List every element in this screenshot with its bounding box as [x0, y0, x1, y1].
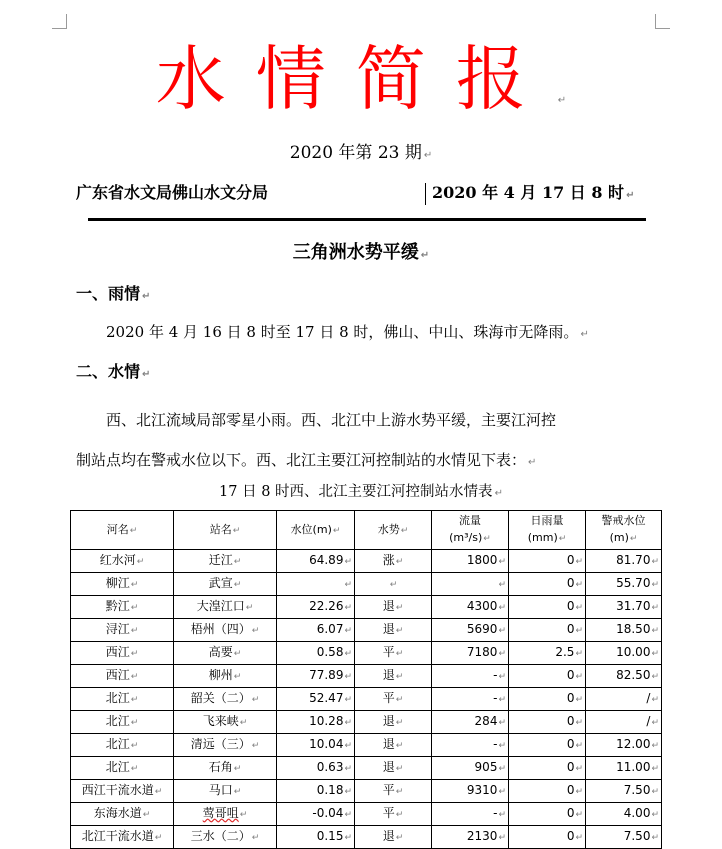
cell-trend: 涨↵	[355, 550, 432, 573]
cell-water-level: 0.18↵	[277, 780, 355, 803]
header-station: 站名↵	[174, 511, 277, 550]
cell-station: 迁江↵	[174, 550, 277, 573]
cell-flow: -↵	[432, 665, 509, 688]
cell-station: 马口↵	[174, 780, 277, 803]
cell-daily-rain: 0↵	[509, 596, 586, 619]
cell-river: 东海水道↵	[71, 803, 174, 826]
table-row	[71, 780, 662, 803]
cell-station: 高要↵	[174, 642, 277, 665]
cell-trend: 平↵	[355, 803, 432, 826]
cell-daily-rain: 0↵	[509, 688, 586, 711]
cell-daily-rain: 0↵	[509, 826, 586, 849]
cell-daily-rain: 0↵	[509, 573, 586, 596]
cell-daily-rain: 0↵	[509, 665, 586, 688]
cell-water-level: 64.89↵	[277, 550, 355, 573]
cell-warning-level: 10.00↵	[586, 642, 662, 665]
cell-river: 北江↵	[71, 757, 174, 780]
cell-daily-rain: 0↵	[509, 550, 586, 573]
cell-trend: 退↵	[355, 596, 432, 619]
cell-river: 浔江↵	[71, 619, 174, 642]
cell-daily-rain: 0↵	[509, 757, 586, 780]
cell-river: 柳江↵	[71, 573, 174, 596]
cell-station: 莺哥咀↵	[174, 803, 277, 826]
cell-trend: ↵	[355, 573, 432, 596]
cell-trend: 退↵	[355, 734, 432, 757]
cell-flow: 905↵	[432, 757, 509, 780]
cell-station: 柳州↵	[174, 665, 277, 688]
cell-flow: 1800↵	[432, 550, 509, 573]
cell-water-level: 52.47↵	[277, 688, 355, 711]
cell-warning-level: 81.70↵	[586, 550, 662, 573]
header-level: 水位(m)↵	[277, 511, 355, 550]
cell-warning-level: 4.00↵	[586, 803, 662, 826]
cell-river: 西江↵	[71, 642, 174, 665]
cell-flow: 7180↵	[432, 642, 509, 665]
cell-station: 飞来峡↵	[174, 711, 277, 734]
table-row	[71, 711, 662, 734]
cell-warning-level: 11.00↵	[586, 757, 662, 780]
cell-flow: 5690↵	[432, 619, 509, 642]
header-trend: 水势↵	[355, 511, 432, 550]
cell-station: 韶关（二）↵	[174, 688, 277, 711]
cell-warning-level: 7.50↵	[586, 826, 662, 849]
header-rain: 日雨量 (mm)↵	[509, 511, 586, 550]
cell-daily-rain: 0↵	[509, 734, 586, 757]
cell-water-level: 6.07↵	[277, 619, 355, 642]
table-row	[71, 596, 662, 619]
cell-flow: -↵	[432, 803, 509, 826]
cell-water-level: ↵	[277, 573, 355, 596]
cell-trend: 退↵	[355, 711, 432, 734]
rain-heading: 一、雨情 ↵	[76, 284, 151, 303]
cell-daily-rain: 0↵	[509, 619, 586, 642]
cell-station: 武宣↵	[174, 573, 277, 596]
table-row	[71, 734, 662, 757]
agency-date-row	[76, 180, 652, 206]
cell-warning-level: 7.50↵	[586, 780, 662, 803]
agency-name: 广东省水文局佛山水文分局	[76, 183, 269, 202]
page-corner-mark-left	[52, 14, 67, 29]
cell-water-level: 10.28↵	[277, 711, 355, 734]
header-rule	[88, 218, 646, 221]
cell-flow: 9310↵	[432, 780, 509, 803]
cell-trend: 平↵	[355, 642, 432, 665]
cell-station: 三水（二）↵	[174, 826, 277, 849]
water-status-table	[70, 510, 662, 849]
cell-flow: 4300↵	[432, 596, 509, 619]
table-row	[71, 688, 662, 711]
water-paragraph: 西、北江流域局部零星小雨。西、北江中上游水势平缓，主要江河控 制站点均在警戒水位以下。西、北江主要江河控制站的水情见下表： ↵	[76, 411, 557, 469]
cell-water-level: -0.04↵	[277, 803, 355, 826]
cell-warning-level: 12.00↵	[586, 734, 662, 757]
header-river: 河名↵	[71, 511, 174, 550]
cell-daily-rain: 0↵	[509, 803, 586, 826]
cell-warning-level: 31.70↵	[586, 596, 662, 619]
cell-station: 石角↵	[174, 757, 277, 780]
cell-river: 北江↵	[71, 711, 174, 734]
cell-flow: -↵	[432, 688, 509, 711]
cell-warning-level: 55.70↵	[586, 573, 662, 596]
cell-water-level: 0.58↵	[277, 642, 355, 665]
header-warning-level: 警戒水位 (m)↵	[586, 511, 662, 550]
cell-flow: 2130↵	[432, 826, 509, 849]
table-caption: 17 日 8 时西、北江主要江河控制站水情表 ↵	[219, 484, 503, 500]
cell-warning-level: 82.50↵	[586, 665, 662, 688]
report-datetime: 2020 年 4 月 17 日 8 时 ↵	[432, 183, 635, 202]
cell-water-level: 10.04↵	[277, 734, 355, 757]
cell-flow: 284↵	[432, 711, 509, 734]
table-row	[71, 665, 662, 688]
cell-river: 北江干流水道↵	[71, 826, 174, 849]
cell-water-level: 77.89↵	[277, 665, 355, 688]
cell-warning-level: /↵	[586, 688, 662, 711]
table-row	[71, 803, 662, 826]
cell-river: 北江↵	[71, 688, 174, 711]
masthead-title: 水情简报 ↵	[155, 38, 567, 120]
cell-water-level: 0.15↵	[277, 826, 355, 849]
header-flow: 流量 (m³/s)↵	[432, 511, 509, 550]
table-row	[71, 550, 662, 573]
headline: 三角洲水势平缓 ↵	[292, 242, 430, 263]
page-corner-mark-right	[655, 14, 670, 29]
cell-river: 黔江↵	[71, 596, 174, 619]
cell-daily-rain: 2.5↵	[509, 642, 586, 665]
cell-trend: 平↵	[355, 688, 432, 711]
cell-trend: 退↵	[355, 757, 432, 780]
table-row	[71, 642, 662, 665]
cell-station: 大湟江口↵	[174, 596, 277, 619]
cell-station: 梧州（四）↵	[174, 619, 277, 642]
cell-warning-level: /↵	[586, 711, 662, 734]
cell-warning-level: 18.50↵	[586, 619, 662, 642]
cell-trend: 退↵	[355, 619, 432, 642]
cell-daily-rain: 0↵	[509, 711, 586, 734]
cell-station: 清远（三）↵	[174, 734, 277, 757]
cell-river: 红水河↵	[71, 550, 174, 573]
cell-water-level: 22.26↵	[277, 596, 355, 619]
table-row	[71, 826, 662, 849]
cell-river: 西江↵	[71, 665, 174, 688]
cell-river: 西江干流水道↵	[71, 780, 174, 803]
rain-paragraph: 2020 年 4 月 16 日 8 时至 17 日 8 时，佛山、中山、珠海市无降雨。 ↵	[106, 323, 589, 341]
cell-trend: 退↵	[355, 826, 432, 849]
cell-trend: 平↵	[355, 780, 432, 803]
column-divider	[425, 183, 426, 205]
water-heading: 二、水情 ↵	[76, 362, 151, 381]
cell-river: 北江↵	[71, 734, 174, 757]
cell-trend: 退↵	[355, 665, 432, 688]
cell-flow: ↵	[432, 573, 509, 596]
table-row	[71, 619, 662, 642]
issue-number: 2020 年第 23 期 ↵	[289, 143, 433, 163]
cell-daily-rain: 0↵	[509, 780, 586, 803]
cell-water-level: 0.63↵	[277, 757, 355, 780]
table-row	[71, 757, 662, 780]
table-row	[71, 573, 662, 596]
cell-flow: -↵	[432, 734, 509, 757]
table-header-row	[71, 511, 662, 550]
